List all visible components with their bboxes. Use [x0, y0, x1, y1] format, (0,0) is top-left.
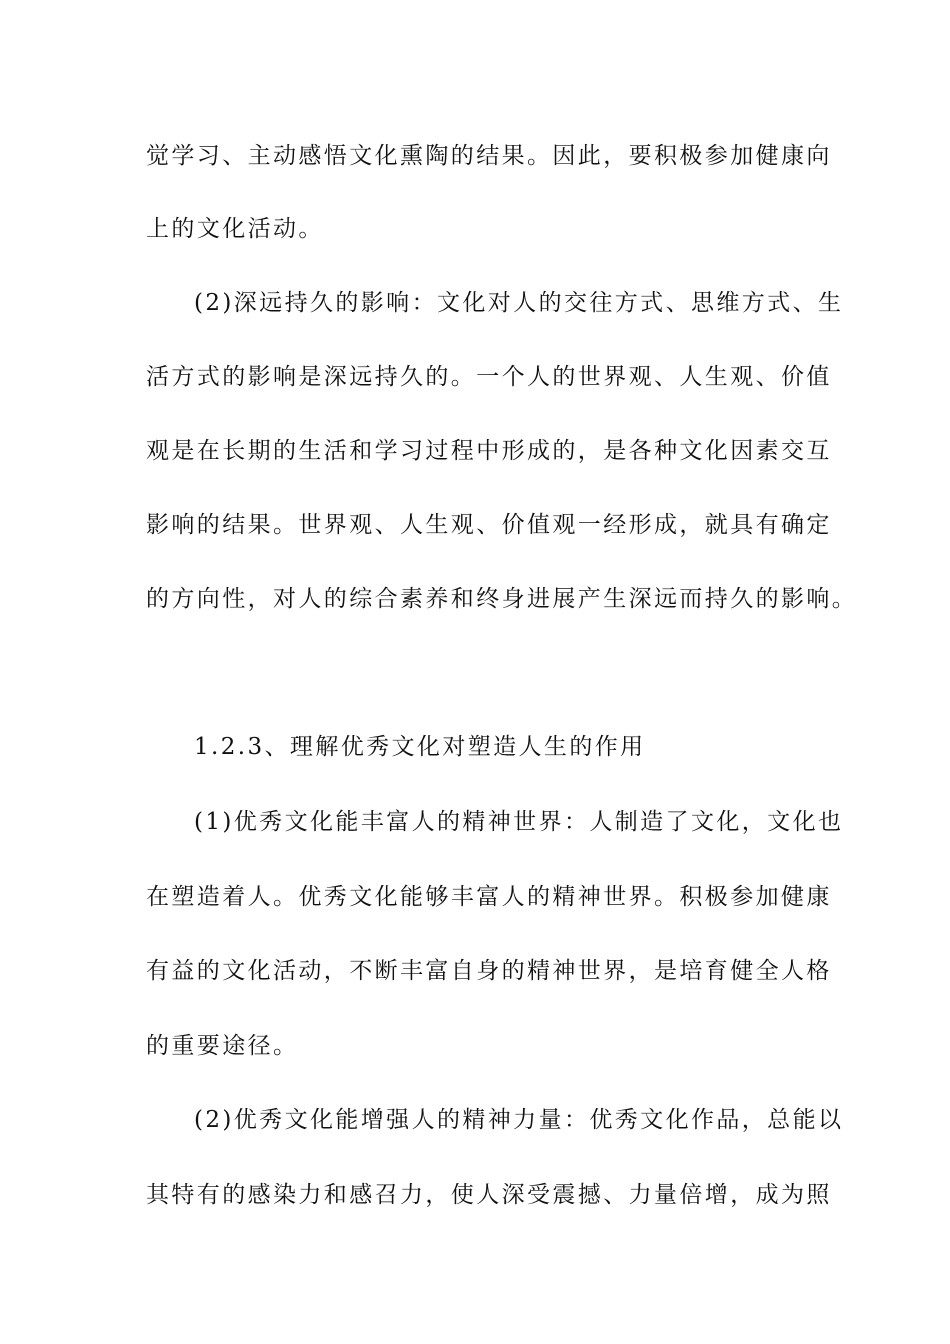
paragraph-line: 有益的文化活动，不断丰富自身的精神世界，是培育健全人格	[146, 958, 832, 984]
paragraph-line: 影响的结果。世界观、人生观、价值观一经形成，就具有确定	[146, 512, 832, 538]
paragraph-line: 其特有的感染力和感召力，使人深受震撼、力量倍增，成为照	[146, 1182, 832, 1208]
paragraph-line: 的重要途径。	[146, 1033, 299, 1059]
paragraph-line: 观是在长期的生活和学习过程中形成的，是各种文化因素交互	[146, 438, 832, 464]
paragraph-line: 在塑造着人。优秀文化能够丰富人的精神世界。积极参加健康	[146, 884, 832, 910]
paragraph-line: 上的文化活动。	[146, 216, 324, 242]
paragraph-line: 活方式的影响是深远持久的。一个人的世界观、人生观、价值	[146, 364, 832, 390]
paragraph-line: 觉学习、主动感悟文化熏陶的结果。因此，要积极参加健康向	[146, 143, 832, 169]
paragraph-line: (2)深远持久的影响：文化对人的交往方式、思维方式、生	[194, 290, 844, 316]
section-heading: 1.2.3、理解优秀文化对塑造人生的作用	[194, 734, 646, 760]
paragraph-line: (1)优秀文化能丰富人的精神世界：人制造了文化，文化也	[194, 809, 844, 835]
paragraph-line: (2)优秀文化能增强人的精神力量：优秀文化作品，总能以	[194, 1107, 844, 1133]
paragraph-line: 的方向性，对人的综合素养和终身进展产生深远而持久的影响。	[146, 586, 858, 612]
